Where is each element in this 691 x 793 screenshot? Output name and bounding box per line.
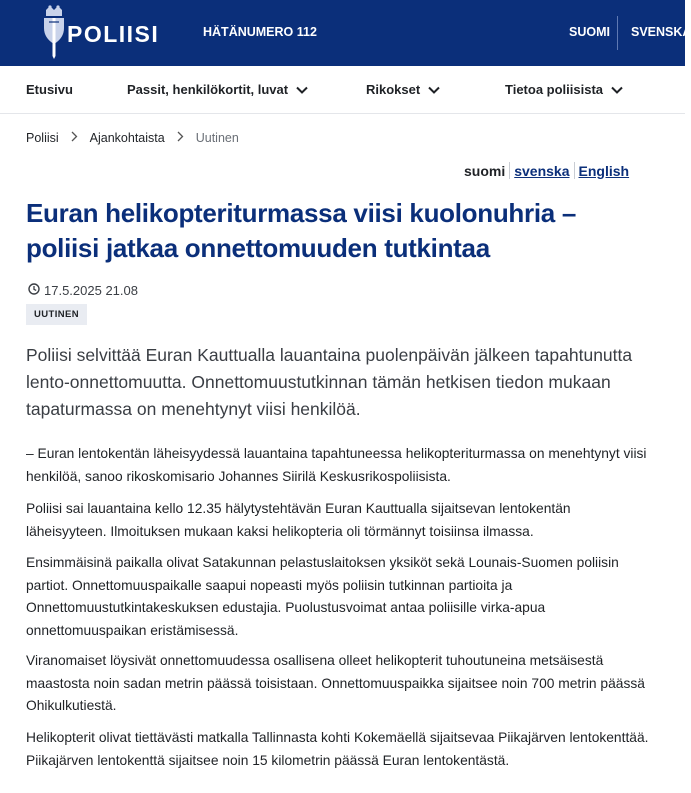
- nav-item-label: Etusivu: [26, 82, 73, 97]
- chevron-down-icon: [611, 82, 623, 97]
- nav-item-label: Passit, henkilökortit, luvat: [127, 82, 289, 97]
- site-logo[interactable]: [40, 4, 170, 60]
- police-emblem-icon: [40, 4, 68, 60]
- lang-divider: [574, 162, 575, 179]
- header-lang-svenska[interactable]: SVENSKA: [631, 25, 691, 39]
- page-title: Euran helikopteriturmassa viisi kuolonuhria – poliisi jatkaa onnettomuuden tutkintaa: [26, 198, 576, 263]
- clock-icon: [28, 283, 40, 298]
- breadcrumb: [26, 131, 239, 145]
- breadcrumb-link-ajankohtaista[interactable]: Ajankohtaista: [89, 131, 165, 145]
- header-lang-suomi[interactable]: SUOMI: [569, 25, 610, 39]
- nav-item-rikokset[interactable]: [366, 82, 440, 97]
- article-date-text: 17.5.2025 21.08: [44, 283, 138, 298]
- article-language-switch: [464, 162, 629, 179]
- main-navigation: [0, 66, 685, 114]
- article-lang-english[interactable]: English: [578, 162, 630, 179]
- article-paragraph: Helikopterit olivat tiettävästi matkalla Tallinnasta kohti Kokemäellä sijaitsevaa Piikajärven lentokenttää. Piikajärven lentokenttä sijaitsee noin 15 kilometrin päässä Euran lentokentästä.: [26, 730, 649, 768]
- article-paragraph: – Euran lentokentän läheisyydessä lauantaina tapahtuneessa helikopteriturmassa on menehtynyt viisi henkilöä, sanoo rikoskomisario Johannes Siirilä Keskusrikospoliisista.: [26, 446, 647, 484]
- nav-item-label: Tietoa poliisista: [505, 82, 604, 97]
- nav-item-tietoa-poliisista[interactable]: [505, 82, 623, 97]
- article-date: [28, 283, 138, 298]
- logo-text: POLIISI: [67, 21, 160, 47]
- emergency-number[interactable]: HÄTÄNUMERO 112: [203, 25, 317, 39]
- nav-item-etusivu[interactable]: [26, 82, 73, 97]
- chevron-down-icon: [428, 82, 440, 97]
- site-header: [0, 0, 691, 66]
- article-paragraph: Ensimmäisinä paikalla olivat Satakunnan pelastuslaitoksen yksiköt sekä Lounais-Suomen poliisin partiot. Onnettomuuspaikalle saapui nopeasti myös poliisin tutkinnan partioita ja Onnettomuustutkintakeskuksen edustajia. Puolustusvoimat antaa poliisille virka-apua onnettomuuspaikan eristämisessä.: [26, 555, 619, 638]
- article-lang-svenska[interactable]: svenska: [514, 162, 570, 179]
- header-lang-divider: [617, 16, 618, 50]
- article-paragraph: Poliisi sai lauantaina kello 12.35 hälytystehtävän Euran Kauttualla sijaitsevan lentokentän läheisyyteen. Ilmoituksen mukaan kaksi helikopteria oli törmännyt toisiinsa ilmassa.: [26, 501, 571, 539]
- lang-divider: [509, 162, 510, 179]
- nav-item-label: Rikokset: [366, 82, 421, 97]
- chevron-down-icon: [296, 82, 308, 97]
- breadcrumb-current: Uutinen: [195, 131, 239, 145]
- article-lead: Poliisi selvittää Euran Kauttualla lauantaina puolenpäivän jälkeen tapahtunutta lento-onnettomuutta. Onnettomuustutkinnan tämän hetkisen tiedon mukaan tapaturmassa on menehtynyt viisi henkilöä.: [26, 345, 633, 419]
- nav-item-passit[interactable]: [127, 82, 308, 97]
- chevron-right-icon: [177, 131, 184, 145]
- article-lang-current: suomi: [464, 162, 506, 179]
- breadcrumb-link-poliisi[interactable]: Poliisi: [26, 131, 59, 145]
- article-tag: UUTINEN: [26, 304, 87, 325]
- article-paragraph: Viranomaiset löysivät onnettomuudessa osallisena olleet helikopterit tuhoutuneina metsäisestä maastosta noin sadan metrin päässä toisistaan. Onnettomuuspaikka sijaitsee noin 700 metrin päässä Ohikulkutiestä.: [26, 653, 645, 713]
- chevron-right-icon: [71, 131, 78, 145]
